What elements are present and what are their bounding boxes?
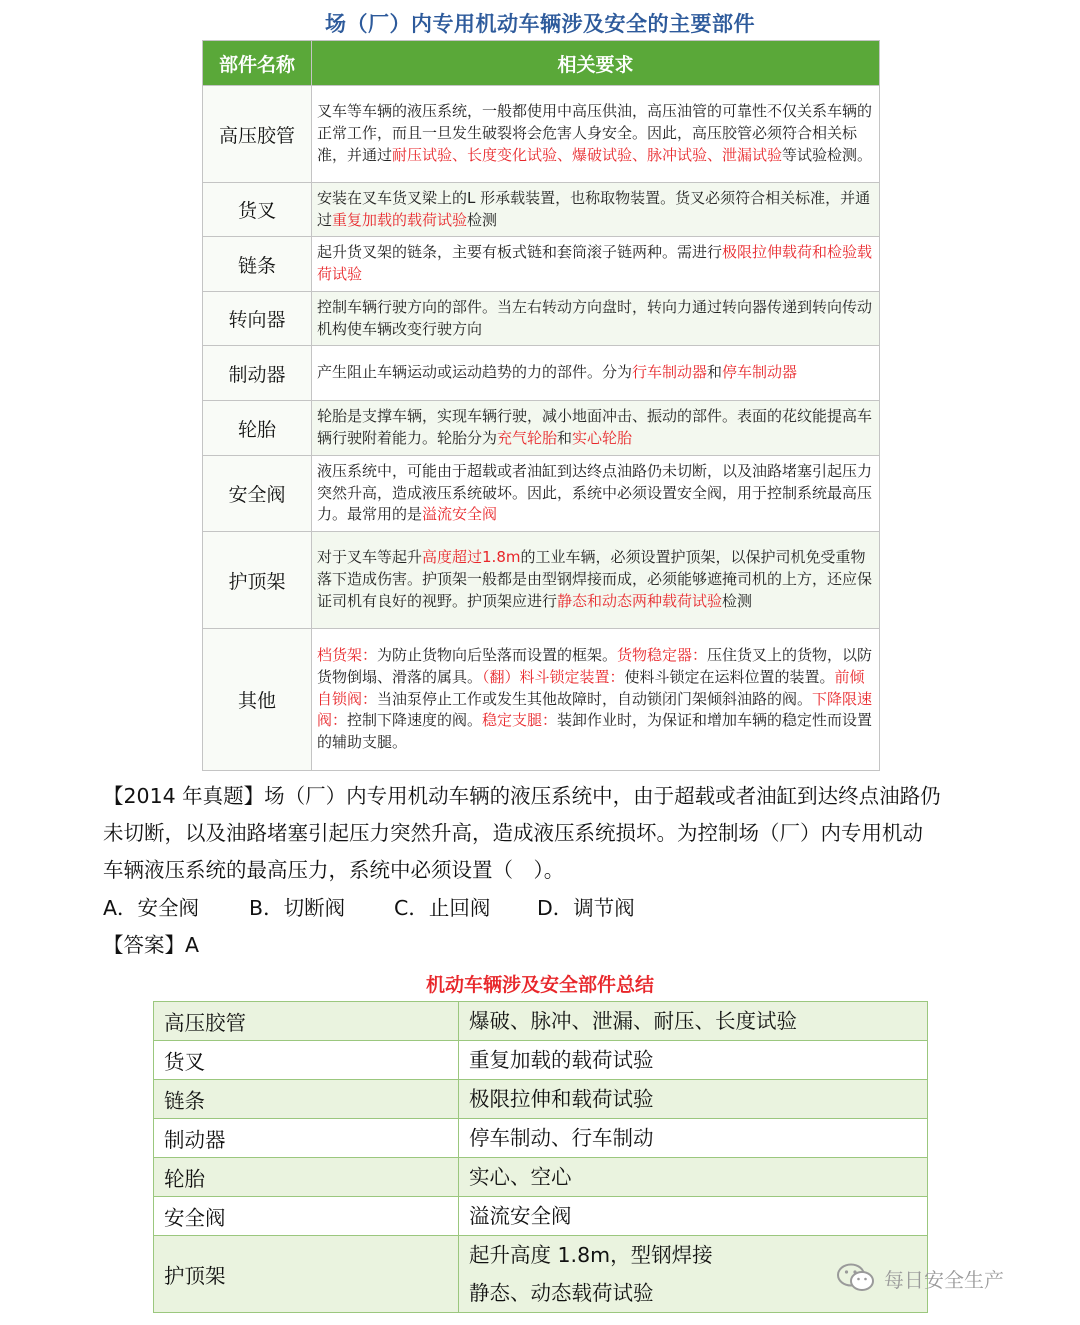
summary-test-cell [459, 1041, 928, 1080]
highlighted-text: 极限拉伸载荷和检验载荷试验 [317, 243, 873, 283]
question-line: 车辆液压系统的最高压力，系统中必须设置（ ）。 [103, 858, 565, 882]
part-name-cell: 安全阀 [203, 456, 312, 532]
requirement-text: 产生阻止车辆运动或运动趋势的力的部件。分为 [317, 363, 633, 382]
option-a: A．安全阀 [103, 896, 200, 920]
summary-part-cell: 链条 [154, 1080, 459, 1119]
requirement-text: 叉车等车辆的液压系统，一般都使用中高压供油，高压油管的可靠性不仅关系车辆的正常工作，而且一旦发生破裂将会危害人身安全。因此，高压胶管必须符合相关标准，并通过 [317, 102, 873, 164]
highlighted-text: 重复加载的载荷试验 [332, 210, 468, 229]
requirement-cell [312, 86, 880, 183]
highlighted-text: 行车制动器 [632, 363, 708, 382]
column-header-part-name: 部件名称 [203, 41, 312, 86]
requirement-text: 等试验检测。 [782, 145, 873, 164]
requirement-text: 的工业车辆，必须设置护顶架，以保护司机免受重物落下造成伤害。护顶架一般都是由型钢焊接而成，必须能够遮掩司机的上方，还应保证司机有良好的视野。护顶架应进行 [317, 548, 873, 610]
requirement-cell [312, 183, 880, 237]
highlighted-text: 充气轮胎 [497, 429, 558, 447]
summary-part-cell: 安全阀 [154, 1197, 459, 1236]
table-row [203, 532, 880, 629]
highlighted-text: 货物稳定器： [617, 646, 708, 665]
summary-test-line: 实心、空心 [469, 1165, 572, 1189]
summary-row [154, 1158, 928, 1197]
table-row [203, 346, 880, 401]
summary-test-line: 溢流安全阀 [469, 1204, 572, 1228]
requirement-text: 为防止货物向后坠落而设置的框架。 [377, 646, 618, 665]
summary-part-cell: 高压胶管 [154, 1002, 459, 1041]
page-title: 场（厂）内专用机动车辆涉及安全的主要部件 [325, 12, 755, 36]
answer-text: 【答案】A [103, 933, 200, 957]
requirement-text: 使料斗锁定在运料位置的装置。 [624, 667, 835, 686]
highlighted-text: 高度超过1.8m [422, 548, 521, 567]
highlighted-text: 静态和动态两种载荷试验 [557, 591, 723, 610]
requirement-text: 控制车辆行驶方向的部件。当左右转动方向盘时，转向力通过转向器传递到转向传动机构使车辆改变行驶方向 [317, 297, 873, 338]
requirement-cell [312, 456, 880, 532]
table-header-row [203, 41, 880, 86]
option-d: D．调节阀 [537, 896, 635, 920]
option-c: C．止回阀 [394, 896, 491, 920]
highlighted-text: 稳定支腿： [482, 711, 558, 730]
requirement-cell [312, 629, 880, 771]
wechat-icon [836, 1262, 876, 1294]
requirement-text: 检测 [722, 591, 753, 610]
highlighted-text: 停车制动器 [722, 363, 798, 382]
answer-options [103, 890, 983, 927]
highlighted-text: 前倾自锁阀： [317, 667, 865, 708]
highlighted-text: （翻）料斗锁定装置： [482, 667, 625, 686]
summary-test-cell [459, 1080, 928, 1119]
part-name-cell: 转向器 [203, 292, 312, 346]
requirement-text: 安装在叉车货叉梁上的L 形承载装置，也称取物装置。货叉必须符合相关标准，并通过 [317, 188, 871, 229]
table-row [203, 456, 880, 532]
requirement-cell [312, 237, 880, 292]
watermark-text: 每日安全生产 [884, 1267, 1004, 1292]
highlighted-text: 档货架： [317, 646, 378, 665]
table-row [203, 86, 880, 183]
summary-row [154, 1002, 928, 1041]
requirement-text: 对于叉车等起升 [317, 548, 423, 567]
exam-question [103, 778, 983, 889]
requirement-cell [312, 401, 880, 456]
requirement-text: 控制下降速度的阀。 [347, 711, 483, 730]
part-name-cell: 其他 [203, 629, 312, 771]
requirement-text: 起升货叉架的链条，主要有板式链和套筒滚子链两种。需进行 [317, 243, 723, 262]
requirement-text: 轮胎是支撑车辆，实现车辆行驶，减小地面冲击、振动的部件。表面的花纹能提高车辆行驶附着能力。轮胎分为 [317, 407, 873, 447]
part-name-cell: 轮胎 [203, 401, 312, 456]
requirement-text: 和 [557, 429, 573, 447]
table-row [203, 183, 880, 237]
summary-row [154, 1119, 928, 1158]
summary-test-line: 重复加载的载荷试验 [469, 1048, 654, 1072]
summary-part-cell: 制动器 [154, 1119, 459, 1158]
requirement-cell [312, 292, 880, 346]
table-row [203, 629, 880, 771]
summary-row [154, 1236, 928, 1313]
column-header-requirements: 相关要求 [312, 41, 880, 86]
summary-test-cell [459, 1119, 928, 1158]
question-line: 未切断，以及油路堵塞引起压力突然升高，造成液压系统损坏。为控制场（厂）内专用机动 [103, 821, 923, 845]
summary-row [154, 1197, 928, 1236]
summary-test-cell [459, 1002, 928, 1041]
summary-test-cell [459, 1158, 928, 1197]
table-row [203, 237, 880, 292]
requirement-cell [312, 532, 880, 629]
summary-test-line: 爆破、脉冲、泄漏、耐压、长度试验 [469, 1009, 797, 1033]
highlighted-text: 溢流安全阀 [422, 505, 498, 524]
summary-test-line: 停车制动、行车制动 [469, 1126, 654, 1150]
parts-requirements-table [202, 40, 880, 771]
table-row [203, 292, 880, 346]
summary-part-cell: 轮胎 [154, 1158, 459, 1197]
requirement-cell [312, 346, 880, 401]
requirement-text: 液压系统中，可能由于超载或者油缸到达终点油路仍未切断，以及油路堵塞引起压力突然升高，造成液压系统破坏。因此，系统中必须设置安全阀，用于控制系统最高压力。最常用的是 [317, 461, 873, 524]
part-name-cell: 护顶架 [203, 532, 312, 629]
requirement-text: 检测 [467, 210, 498, 229]
summary-test-line: 起升高度 1.8m，型钢焊接 [469, 1243, 713, 1267]
part-name-cell: 制动器 [203, 346, 312, 401]
summary-part-cell: 护顶架 [154, 1236, 459, 1313]
requirement-text: 压住货叉上的货物，以防货物倒塌、滑落的属具。 [317, 646, 873, 686]
requirement-text: 和 [707, 363, 723, 382]
part-name-cell: 链条 [203, 237, 312, 292]
requirement-text: 装卸作业时，为保证和增加车辆的稳定性而设置的辅助支腿。 [317, 711, 873, 752]
highlighted-text: 实心轮胎 [572, 429, 633, 447]
highlighted-text: 耐压试验、长度变化试验、爆破试验、脉冲试验、泄漏试验 [392, 145, 783, 164]
summary-part-cell: 货叉 [154, 1041, 459, 1080]
summary-title: 机动车辆涉及安全部件总结 [425, 974, 654, 996]
watermark [836, 1262, 1004, 1294]
summary-row [154, 1041, 928, 1080]
option-b: B．切断阀 [249, 896, 346, 920]
table-row [203, 401, 880, 456]
summary-row [154, 1080, 928, 1119]
summary-test-cell [459, 1197, 928, 1236]
requirement-text: 当油泵停止工作或发生其他故障时，自动锁闭门架倾斜油路的阀。 [377, 689, 813, 708]
summary-test-line: 静态、动态载荷试验 [469, 1281, 654, 1305]
part-name-cell: 货叉 [203, 183, 312, 237]
part-name-cell: 高压胶管 [203, 86, 312, 183]
summary-table [153, 1001, 928, 1313]
question-line: 【2014 年真题】场（厂）内专用机动车辆的液压系统中，由于超载或者油缸到达终点油路仍 [103, 784, 941, 808]
highlighted-text: 下降限速阀： [317, 689, 873, 730]
summary-test-line: 极限拉伸和载荷试验 [469, 1087, 654, 1111]
